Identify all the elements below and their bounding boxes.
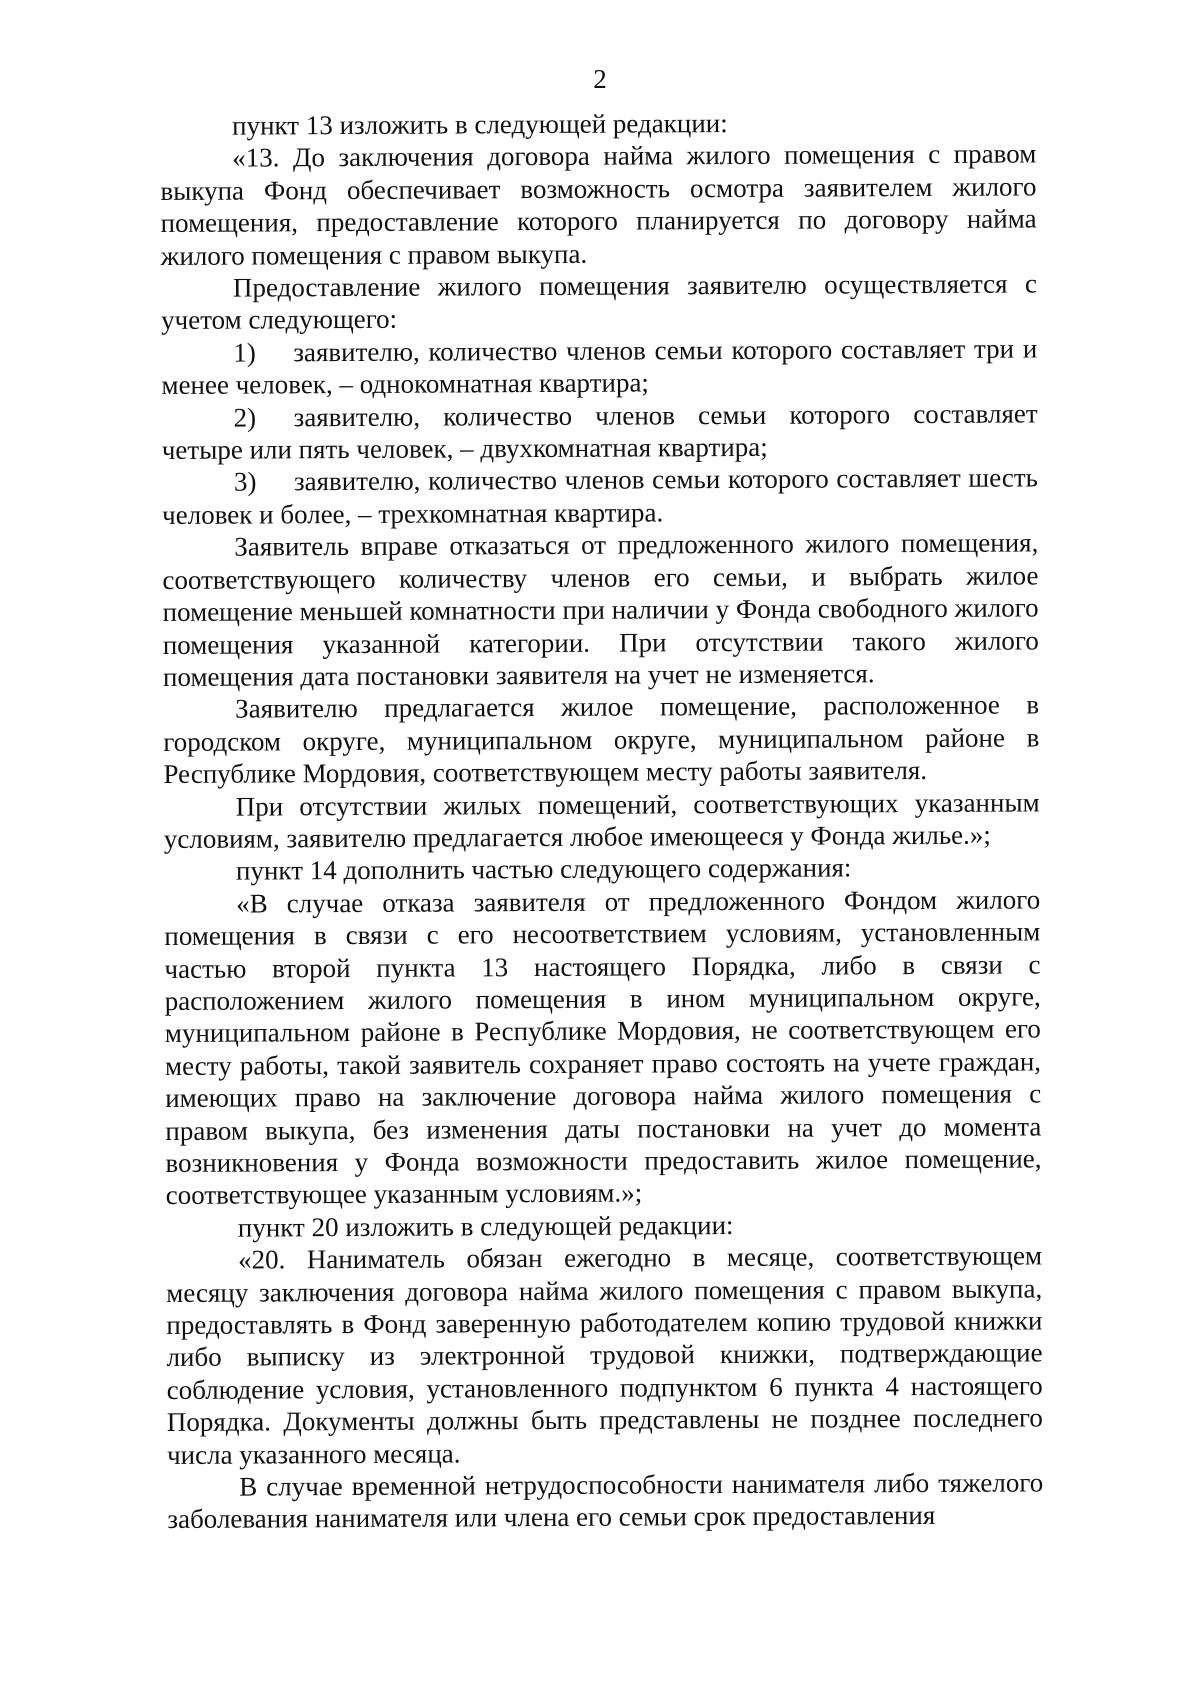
paragraph-p20-illness: В случае временной нетрудоспособности нанимателя либо тяжелого заболевания нанимателя или члена его семьи срок предоставления [167, 1467, 1044, 1535]
list-item-2-text: заявителю, количество членов семьи которого составляет четыре или пять человек, – двухкомнатная квартира; [161, 398, 1038, 466]
paragraph-amend-p20-intro: пункт 20 изложить в следующей редакции: [237, 1209, 734, 1243]
list-item-3-text: заявителю, количество членов семьи которого составляет шесть человек и более, – трехкомнатная квартира. [162, 462, 1039, 530]
list-item-2 [162, 397, 1038, 466]
paragraph-amend-p13-intro: пункт 13 изложить в следующей редакции: [232, 108, 728, 141]
paragraph-p13-location: Заявителю предлагается жилое помещение, расположенное в городском округе, муниципальном округе, муниципальном районе в Республике Мордовия, соответствующем месту работы заявителя. [163, 689, 1040, 790]
paragraph-p13-any-housing: При отсутствии жилых помещений, соответствующих указанным условиям, заявителю предлагается любое имеющееся у Фонда жилье.»; [163, 786, 1040, 854]
paragraph-amend-p14-intro: пункт 14 дополнить частью следующего содержания: [235, 852, 852, 886]
list-marker-3: 3) [233, 466, 257, 498]
list-item-1 [161, 332, 1037, 401]
page-number: 2 [593, 64, 607, 94]
list-item-3 [162, 462, 1038, 531]
paragraph-p14-refusal-rights: «В случае отказа заявителя от предложенного Фондом жилого помещения в связи с его несоответствием условиям, установленным частью второй пункта 13 настоящего Порядка, либо в связи с расположением жилого помещения в ином муниципальном округе, муниципальном районе в Республике Мордовия, не соответствующем его месту работы, такой заявитель сохраняет право состоять на учете граждан, имеющих право на заключение договора найма жилого помещения с правом выкупа, без изменения даты постановки на учет до момента возникновения у Фонда возможности предоставить жилое помещение, соответствующее указанным условиям.»; [164, 884, 1042, 1211]
paragraph-p13-inspection: «13. До заключения договора найма жилого помещения с правом выкупа Фонд обеспечивает возможность осмотра заявителем жилого помещения, предоставление которого планируется по договору найма жилого помещения с правом выкупа. [160, 138, 1037, 271]
list-marker-1: 1) [233, 337, 256, 368]
document-body [160, 105, 1043, 1535]
paragraph-p13-allocation-intro: Предоставление жилого помещения заявителю осуществляется с учетом следующего: [161, 268, 1037, 336]
list-marker-2: 2) [233, 402, 257, 433]
paragraph-p13-refusal: Заявитель вправе отказаться от предложенного жилого помещения, соответствующего количеству членов его семьи, и выбрать жилое помещение меньшей комнатности при наличии у Фонда свободного жилого помещения указанной категории. При отсутствии такого жилого помещения дата постановки заявителя на учет не изменяется. [162, 527, 1039, 692]
paragraph-p20-employment-docs: «20. Наниматель обязан ежегодно в месяце, соответствующем месяцу заключения договора найма жилого помещения с правом выкупа, предоставлять в Фонд заверенную работодателем копию трудовой книжки либо выписку из электронной трудовой книжки, подтверждающие соблюдение условия, установленного подпунктом 6 пункта 4 настоящего Порядка. Документы должны быть представлены не позднее последнего числа указанного месяца. [166, 1240, 1043, 1470]
list-item-1-text: заявителю, количество членов семьи которого составляет три и менее человек, – однокомнатная квартира; [161, 333, 1038, 401]
